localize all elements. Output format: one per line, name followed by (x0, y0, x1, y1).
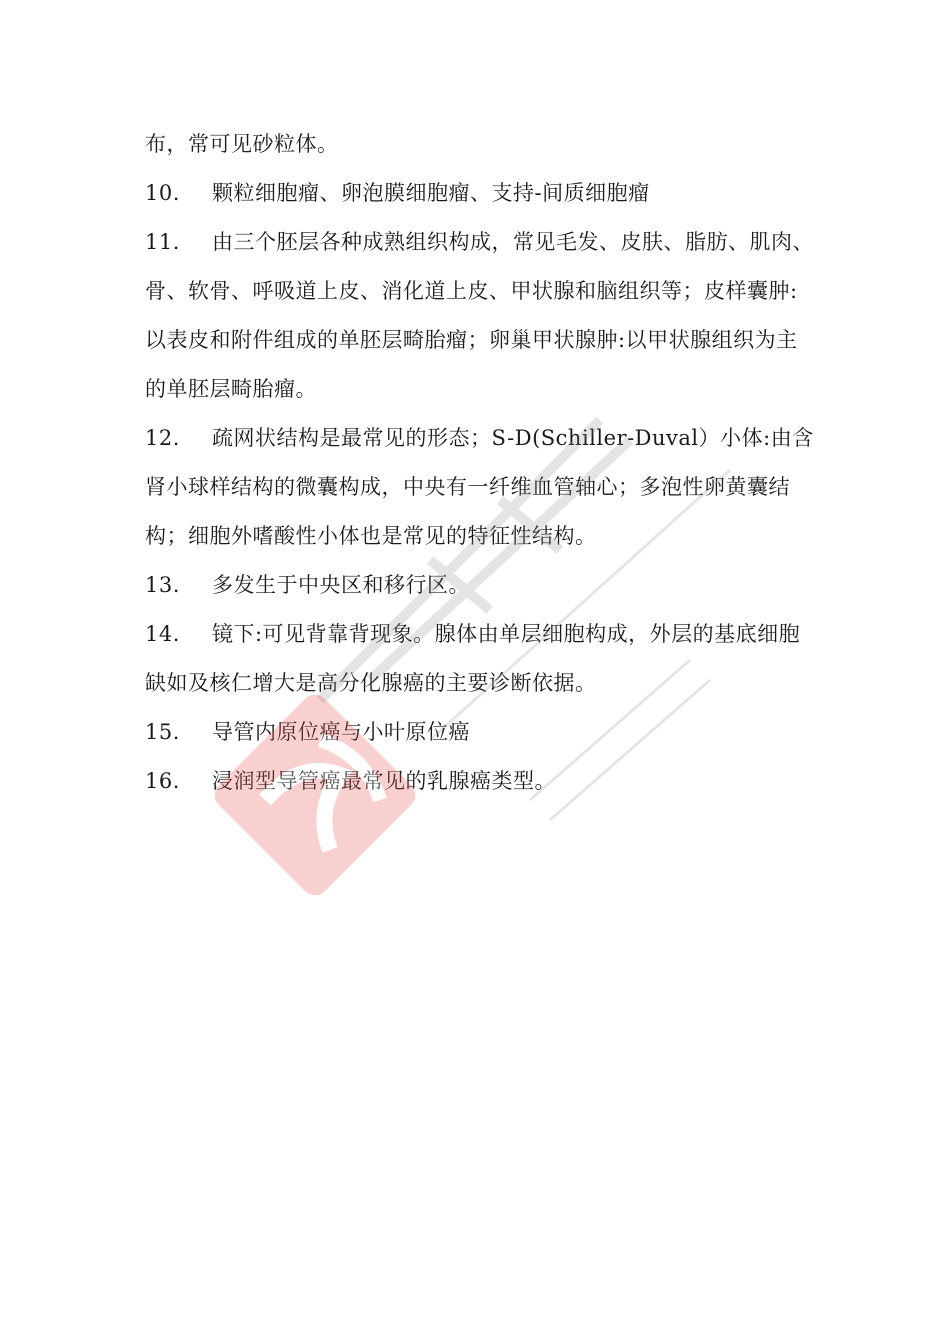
item-text: 镜下:可见背靠背现象。腺体由单层细胞构成，外层的基底细胞缺如及核仁增大是高分化腺癌的主要诊断依据。 (145, 622, 801, 695)
answer-text-block (145, 120, 815, 806)
answer-item-16 (145, 757, 815, 806)
answer-item-11 (145, 218, 815, 414)
answer-item-13 (145, 561, 815, 610)
answer-item-10 (145, 169, 815, 218)
item-number: 12. (145, 426, 180, 450)
item-text: 浸润型导管癌最常见的乳腺癌类型。 (212, 769, 556, 793)
answer-item-14 (145, 610, 815, 708)
item-text: 由三个胚层各种成熟组织构成，常见毛发、皮肤、脂肪、肌肉、骨、软骨、呼吸道上皮、消化道上皮、甲状腺和脑组织等；皮样囊肿:以表皮和附件组成的单胚层畸胎瘤；卵巢甲状腺肿:以甲状腺组织为主的单胚层畸胎瘤。 (145, 230, 814, 401)
item-text: 导管内原位癌与小叶原位癌 (212, 720, 470, 744)
item-text: 多发生于中央区和移行区。 (212, 573, 470, 597)
item-number: 11. (145, 230, 180, 254)
item-number: 15. (145, 720, 180, 744)
continuation-paragraph: 布，常可见砂粒体。 (145, 132, 339, 156)
answer-item-12 (145, 414, 815, 561)
item-number: 16. (145, 769, 180, 793)
item-text: 颗粒细胞瘤、卵泡膜细胞瘤、支持-间质细胞瘤 (212, 181, 650, 205)
item-number: 14. (145, 622, 180, 646)
item-text: 疏网状结构是最常见的形态；S-D(Schiller-Duval）小体:由含肾小球样结构的微囊构成，中央有一纤维血管轴心；多泡性卵黄囊结构；细胞外嗜酸性小体也是常见的特征性结构。 (145, 426, 814, 548)
answer-item-15 (145, 708, 815, 757)
item-number: 13. (145, 573, 180, 597)
item-number: 10. (145, 181, 180, 205)
